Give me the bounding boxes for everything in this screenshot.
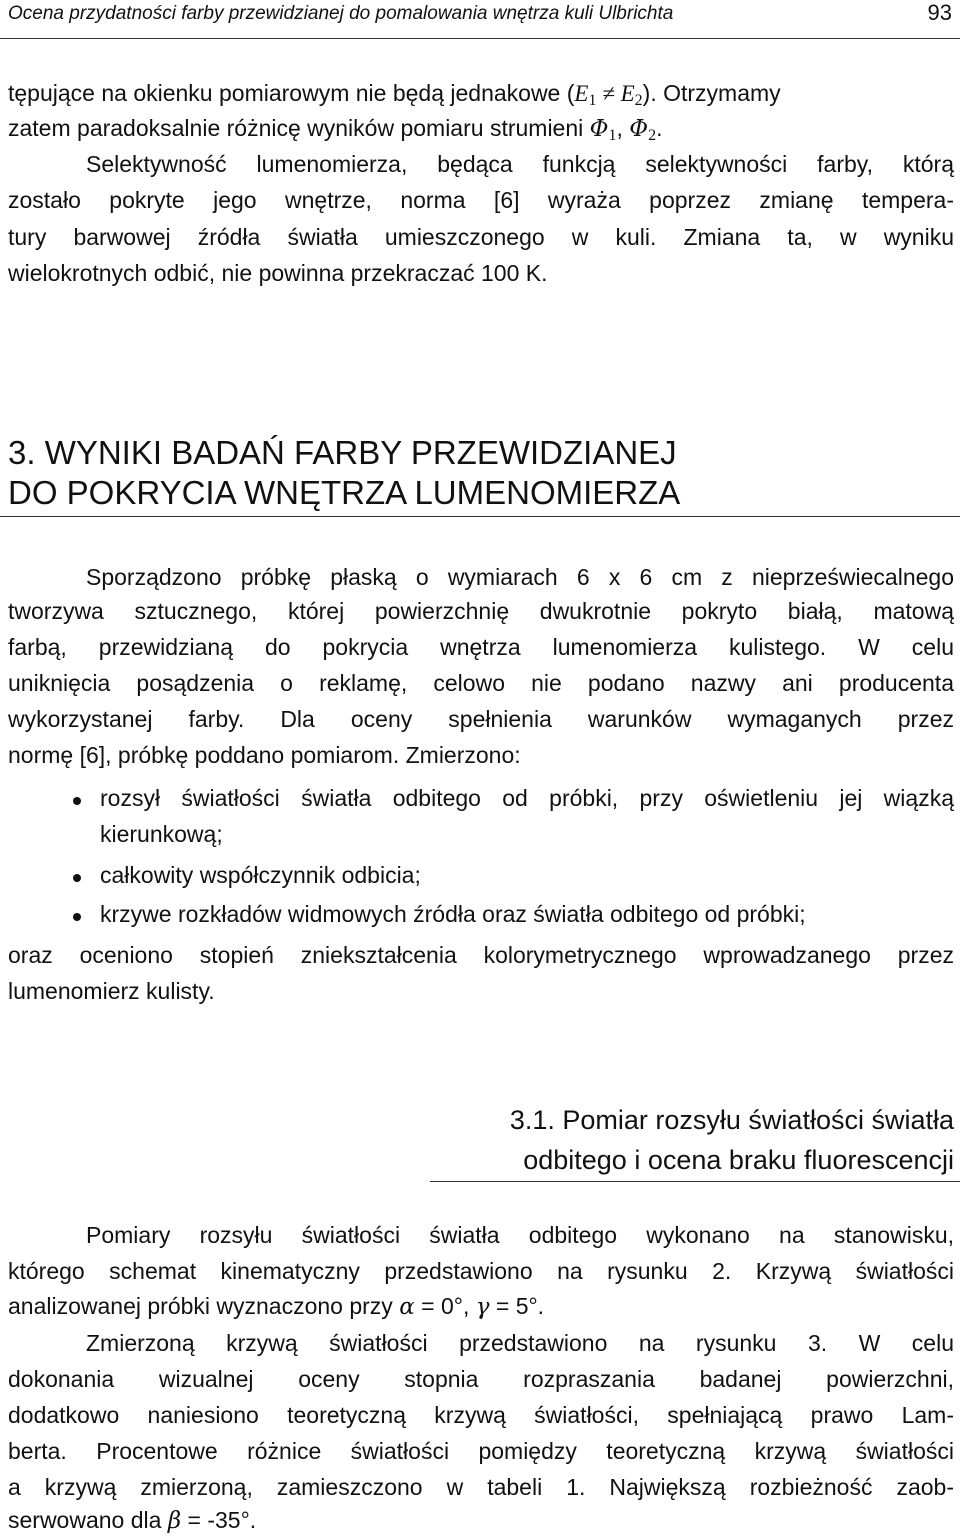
intro-line-4: zostało pokryte jego wnętrze, norma [6] wyraża poprzez zmianę tempera- [8,187,954,213]
symbol-gamma: γ [475,1294,490,1320]
beta-value: = -35°. [181,1507,257,1533]
bullet-dot [73,913,81,921]
section-3-p1-line-4: uniknięcia posądzenia o reklamę, celowo nie podano nazwy ani producenta [8,670,954,696]
intro-line-1-text: tępujące na okienku pomiarowym nie będą jednakowe ( [8,80,575,106]
section-3-p2-line-2: lumenomierz kulisty. [8,978,215,1004]
symbol-beta: β [167,1508,182,1534]
bullet-dot [73,874,81,882]
list-item: całkowity współczynnik odbicia; [100,862,421,888]
section-3-1-p2-line-5: a krzywą zmierzoną, zamieszczono w tabeli 1. Największą rozbieżność zaob- [8,1474,954,1500]
section-3-1-p2-line-6-text: serwowano dla [8,1507,168,1533]
bullet-dot [73,797,81,805]
section-3-1-p2-line-2: dokonania wizualnej oceny stopnia rozpraszania badanej powierzchni, [8,1366,954,1392]
subscript-phi1: 1 [608,127,617,144]
section-3-1-heading-line-2: odbitego i ocena braku fluorescencji [523,1145,954,1175]
symbol-comma: , [616,115,630,141]
section-3-p1-line-1: Sporządzono próbkę płaską o wymiarach 6 x 6 cm z nieprzeświecalnego [86,564,954,590]
intro-line-3: Selektywność lumenomierza, będąca funkcją selektywności farby, którą [86,151,954,177]
gamma-value: = 5°. [489,1293,545,1319]
section-3-1-p2-line-1: Zmierzoną krzywą światłości przedstawiono na rysunku 3. W celu [86,1330,954,1356]
symbol-e2: E [620,81,635,106]
symbol-e1: E [574,81,589,106]
section-3-1-p2-line-6 [8,1505,256,1536]
section-3-heading-line-2: DO POKRYCIA WNĘTRZA LUMENOMIERZA [8,474,681,511]
page-number: 93 [927,0,952,25]
section-3-p1-line-2: tworzywa sztucznego, której powierzchnię dwukrotnie pokryto białą, matową [8,598,954,624]
intro-line-2 [8,113,663,151]
section-3-heading-rule [0,516,960,517]
subscript-2: 2 [634,92,643,109]
subscript-phi2: 2 [648,127,657,144]
symbol-phi1: Φ [589,116,609,142]
section-3-p1-line-3: farbą, przewidzianą do pokrycia wnętrza lumenomierza kulistego. W celu [8,634,954,660]
symbol-phi2: Φ [629,116,649,142]
running-title: Ocena przydatności farby przewidzianej do pomalowania wnętrza kuli Ulbrichta [8,3,674,24]
section-3-heading-line-1: 3. WYNIKI BADAŃ FARBY PRZEWIDZIANEJ [8,434,677,471]
section-3-1-p1-line-3 [8,1291,544,1322]
symbol-alpha: α [399,1294,415,1320]
section-3-1-heading-line-1: 3.1. Pomiar rozsyłu światłości światła [509,1105,954,1135]
section-3-1-heading-rule [430,1181,960,1182]
section-3-p2-line-1: oraz oceniono stopień zniekształcenia kolorymetrycznego wprowadzanego przez [8,942,954,968]
list-item-continuation: kierunkową; [100,821,223,847]
alpha-value: = 0°, [414,1293,476,1319]
section-3-p1-line-5: wykorzystanej farby. Dla oceny spełnienia warunków wymaganych przez [8,706,954,732]
intro-line-2-text: zatem paradoksalnie różnicę wyników pomiaru strumieni [8,115,590,141]
intro-line-1-tail: ). Otrzymamy [642,80,781,106]
subscript-1: 1 [588,92,597,109]
symbol-dot: . [656,115,663,141]
list-item: rozsył światłości światła odbitego od próbki, przy oświetleniu jej wiązką [100,785,954,811]
section-3-p1-line-6: normę [6], próbkę poddano pomiarom. Zmierzono: [8,742,521,768]
intro-line-1 [8,78,781,116]
section-3-1-p1-line-1: Pomiary rozsyłu światłości światła odbitego wykonano na stanowisku, [86,1222,954,1248]
section-3-1-p1-line-2: którego schemat kinematyczny przedstawiono na rysunku 2. Krzywą światłości [8,1258,954,1284]
not-equal-sign: ≠ [596,81,621,106]
header-divider [0,38,960,39]
section-3-1-p2-line-4: berta. Procentowe różnice światłości pomiędzy teoretyczną krzywą światłości [8,1438,954,1464]
section-3-1-p1-line-3-text: analizowanej próbki wyznaczono przy [8,1293,400,1319]
intro-line-6: wielokrotnych odbić, nie powinna przekraczać 100 K. [8,260,548,286]
intro-line-5: tury barwowej źródła światła umieszczonego w kuli. Zmiana ta, w wyniku [8,224,954,250]
section-3-1-p2-line-3: dodatkowo naniesiono teoretyczną krzywą światłości, spełniającą prawo Lam- [8,1402,954,1428]
list-item: krzywe rozkładów widmowych źródła oraz światła odbitego od próbki; [100,901,806,927]
